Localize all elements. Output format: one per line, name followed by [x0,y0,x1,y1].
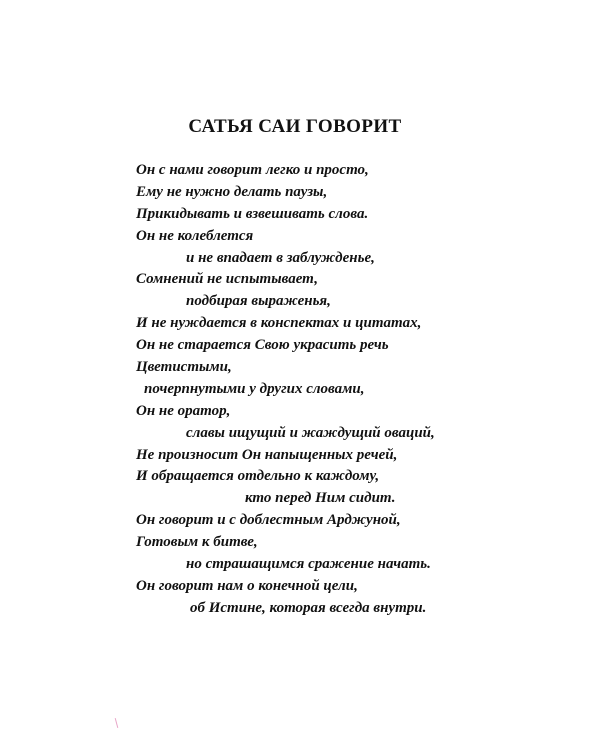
poem-line: и не впадает в заблужденье, [186,249,375,266]
poem-line: но страшащимся сражение начать. [186,556,431,573]
poem-line: Он не колеблется [136,227,254,244]
scan-mark [115,718,119,728]
poem-line: Готовым к битве, [136,534,258,551]
poem-line: Он не старается Свою украсить речь [136,337,389,354]
poem-line: Цветистыми, [136,359,232,376]
poem-line: Он говорит нам о конечной цели, [136,577,358,594]
poem-line: об Истине, которая всегда внутри. [190,599,427,616]
poem-line: почерпнутыми у других словами, [144,380,365,397]
poem-line: Он не оратор, [136,402,231,419]
poem-line: Он с нами говорит легко и просто, [136,162,369,178]
poem-line: Он говорит и с доблестным Арджуной, [136,512,401,529]
poem-line: славы ищущий и жаждущий оваций, [186,424,435,441]
poem-line: Ему не нужно делать паузы, [136,183,328,200]
poem-line: Прикидывать и взвешивать слова. [136,205,369,222]
poem-line: И обращается отдельно к каждому, [136,468,380,485]
poem-line: Сомнений не испытывает, [136,271,318,288]
poem-line: подбирая выраженья, [186,293,331,310]
poem-line: И не нуждается в конспектах и цитатах, [136,315,422,332]
poem-body [0,160,600,620]
poem-line: Не произносит Он напыщенных речей, [136,446,398,463]
poem-line: кто перед Ним сидит. [245,490,396,507]
poem-title: САТЬЯ САИ ГОВОРИТ [188,116,402,137]
